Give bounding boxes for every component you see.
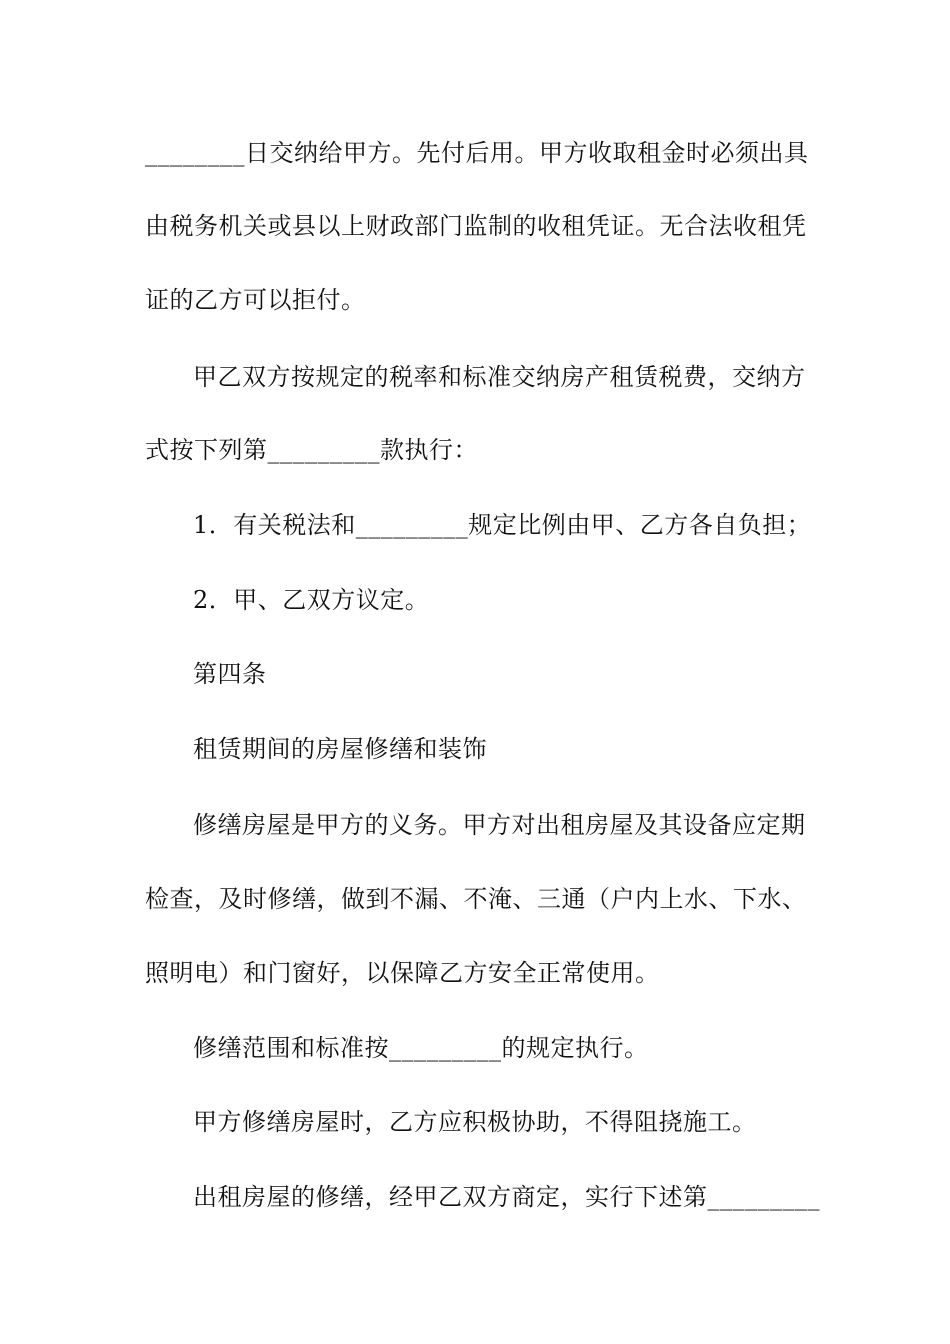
paragraph-line-1: ________日交纳给甲方。先付后用。甲方收取租金时必须出具 xyxy=(145,139,809,167)
paragraph-line-11: 出租房屋的修缮，经甲乙双方商定，实行下述第_________ xyxy=(193,1183,820,1211)
paragraph-line-10: 甲方修缮房屋时，乙方应积极协助，不得阻挠施工。 xyxy=(193,1108,757,1136)
paragraph-line-7: 检查，及时修缮，做到不漏、不淹、三通（户内上水、下水、 xyxy=(145,885,807,913)
section-title: 租赁期间的房屋修缮和装饰 xyxy=(193,735,487,763)
paragraph-line-8: 照明电）和门窗好，以保障乙方安全正常使用。 xyxy=(145,959,660,987)
paragraph-line-5: 式按下列第_________款执行： xyxy=(145,436,478,464)
article-heading: 第四条 xyxy=(193,660,267,688)
paragraph-line-2: 由税务机关或县以上财政部门监制的收租凭证。无合法收租凭 xyxy=(145,212,807,240)
paragraph-line-3: 证的乙方可以拒付。 xyxy=(145,286,366,314)
list-item-1: 1．有关税法和_________规定比例由甲、乙方各自负担； xyxy=(193,511,812,539)
list-item-2: 2．甲、乙双方议定。 xyxy=(193,586,430,614)
paragraph-line-6: 修缮房屋是甲方的义务。甲方对出租房屋及其设备应定期 xyxy=(193,811,806,839)
paragraph-line-4: 甲乙双方按规定的税率和标准交纳房产租赁税费，交纳方 xyxy=(193,363,806,391)
paragraph-line-9: 修缮范围和标准按_________的规定执行。 xyxy=(193,1034,649,1062)
